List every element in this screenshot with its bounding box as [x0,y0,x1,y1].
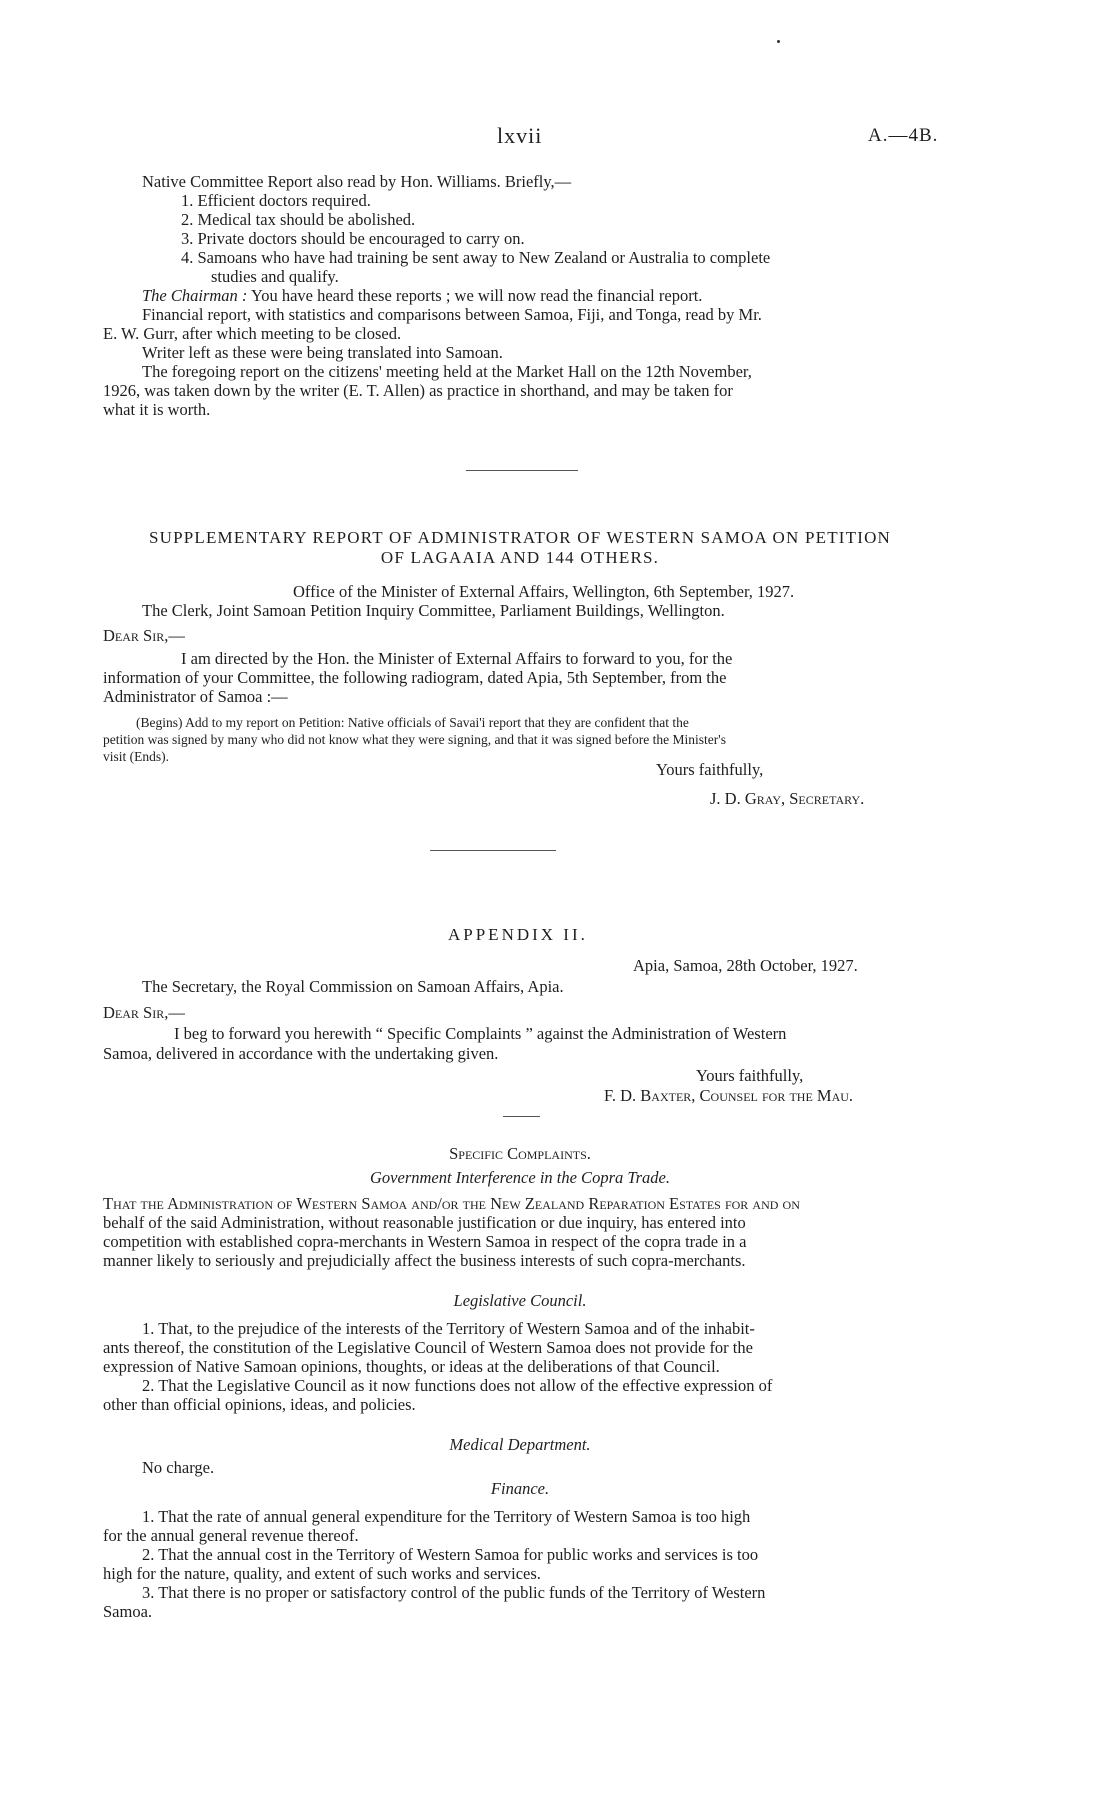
letter-body: Samoa, delivered in accordance with the undertaking given. [103,1044,499,1063]
letter-body: Administrator of Samoa :— [103,687,288,706]
intro-line: Native Committee Report also read by Hon. Williams. Briefly,— [142,172,572,191]
radiogram-quote: petition was signed by many who did not know what they were signing, and that it was signed before the Minister's [103,732,726,747]
legislative-heading: Legislative Council. [453,1291,587,1310]
complaint-text: high for the nature, quality, and extent of such works and services. [103,1564,541,1583]
chairman-text: You have heard these reports ; we will now read the financial report. [250,286,703,305]
complaint-text: 1. That, to the prejudice of the interests of the Territory of Western Samoa and of the inhabit- [142,1319,755,1338]
office-line: Office of the Minister of External Affairs, Wellington, 6th September, 1927. [293,582,795,601]
salutation: Dear Sir,— [103,626,185,645]
medical-text: No charge. [142,1458,215,1477]
complaint-text: for the annual general revenue thereof. [103,1526,359,1545]
copra-text: That the Administration of Western Samoa and/or the New Zealand Reparation Estates for and on [103,1194,800,1213]
intro-item: 1. Efficient doctors required. [181,191,371,210]
complaint-text: 2. That the annual cost in the Territory of Western Samoa for public works and services is too [142,1545,759,1564]
closing: Yours faithfully, [656,760,764,779]
addressee: The Secretary, the Royal Commission on Samoan Affairs, Apia. [142,977,564,996]
page-speck [777,40,780,43]
complaint-text: ants thereof, the constitution of the Legislative Council of Western Samoa does not provide for the [103,1338,753,1357]
complaint-text: 2. That the Legislative Council as it now functions does not allow of the effective expression of [142,1376,773,1395]
complaint-text [103,1194,800,1213]
letter-body: I beg to forward you herewith “ Specific Complaints ” against the Administration of Western [174,1024,787,1043]
complaint-text: manner likely to seriously and prejudicially affect the business interests of such copra-merchants. [103,1251,746,1270]
page-number: lxvii [497,123,543,148]
letter-body: I am directed by the Hon. the Minister of External Affairs to forward to you, for the [181,649,733,668]
intro-item: 3. Private doctors should be encouraged to carry on. [181,229,525,248]
chairman-line [142,286,702,305]
salutation: Dear Sir,— [103,1003,185,1022]
complaint-text: expression of Native Samoan opinions, thoughts, or ideas at the deliberations of that Council. [103,1357,720,1376]
complaint-text: behalf of the said Administration, without reasonable justification or due inquiry, has entered into [103,1213,746,1232]
complaint-text: 1. That the rate of annual general expenditure for the Territory of Western Samoa is too high [142,1507,751,1526]
closing: Yours faithfully, [696,1066,804,1085]
financial-line: E. W. Gurr, after which meeting to be closed. [103,324,402,343]
section-divider [466,470,578,471]
foregoing-line: what it is worth. [103,400,211,419]
complaints-heading: Specific Complaints. [449,1144,591,1163]
complaint-text: competition with established copra-merchants in Western Samoa in respect of the copra trade in a [103,1232,747,1251]
chairman-label: The Chairman : [142,286,248,305]
foregoing-line: 1926, was taken down by the writer (E. T. Allen) as practice in shorthand, and may be taken for [103,381,733,400]
supplementary-title: SUPPLEMENTARY REPORT OF ADMINISTRATOR OF WESTERN SAMOA ON PETITION [148,528,892,547]
intro-item: 2. Medical tax should be abolished. [181,210,416,229]
complaint-text: 3. That there is no proper or satisfactory control of the public funds of the Territory of Western [142,1583,766,1602]
signature: J. D. Gray, Secretary. [710,789,865,808]
radiogram-quote: (Begins) Add to my report on Petition: Native officials of Savai'i report that they are confident that the [136,715,689,730]
finance-heading: Finance. [490,1479,550,1498]
intro-item: 4. Samoans who have had training be sent away to New Zealand or Australia to complete [181,248,771,267]
financial-line: Financial report, with statistics and comparisons between Samoa, Fiji, and Tonga, read by Mr. [142,305,762,324]
intro-item: studies and qualify. [211,267,339,286]
medical-heading: Medical Department. [449,1435,591,1454]
letter-body: information of your Committee, the following radiogram, dated Apia, 5th September, from the [103,668,727,687]
appendix-title: APPENDIX II. [448,925,588,944]
short-divider [503,1116,540,1117]
foregoing-line: The foregoing report on the citizens' meeting held at the Market Hall on the 12th November, [142,362,752,381]
addressee: The Clerk, Joint Samoan Petition Inquiry Committee, Parliament Buildings, Wellington. [142,601,725,620]
writer-line: Writer left as these were being translated into Samoan. [142,343,503,362]
complaint-text: Samoa. [103,1602,153,1621]
signature: F. D. Baxter, Counsel for the Mau. [604,1086,854,1105]
place-date: Apia, Samoa, 28th October, 1927. [633,956,858,975]
copra-heading: Government Interference in the Copra Trade. [370,1168,670,1187]
section-divider [430,850,556,851]
supplementary-title: OF LAGAAIA AND 144 OTHERS. [380,548,660,567]
complaint-text: other than official opinions, ideas, and policies. [103,1395,416,1414]
document-code: A.—4B. [868,125,939,146]
radiogram-quote: visit (Ends). [103,749,169,764]
